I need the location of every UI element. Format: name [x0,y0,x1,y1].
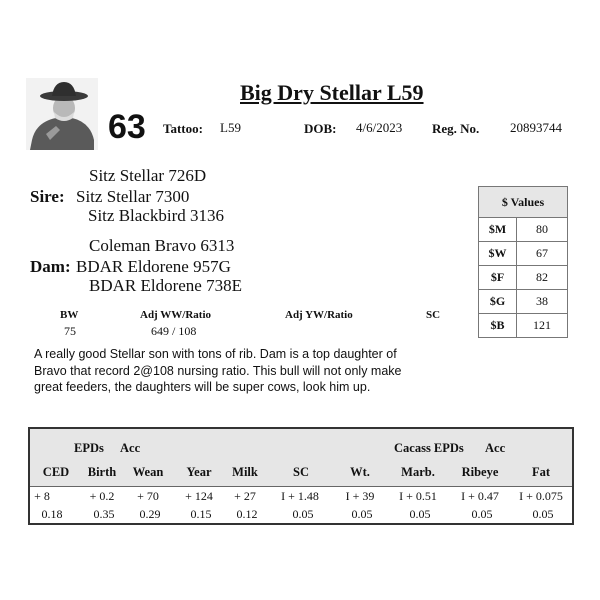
bull-description: A really good Stellar son with tons of rib. Dam is a top daughter of Bravo that record 2@108 nursing ratio. This bull will not only make great feeders, the daughters will be super cows, look him up. [34,347,402,394]
epd-value-wean: + 70 [137,489,159,503]
epd-value-fat: I + 0.075 [519,489,563,503]
epds-acc-label: Acc [120,441,141,455]
adj-ww-header: Adj WW/Ratio [140,309,211,321]
acc-value-sc: 0.05 [292,507,314,521]
dollar-value-row [479,218,568,242]
epd-col-wt: Wt. [350,465,370,479]
dam-label: Dam: [30,257,71,276]
epd-value-year: + 124 [185,489,213,503]
acc-value-fat: 0.05 [532,507,554,521]
dollar-values-title: $ Values [479,187,568,218]
epd-col-fat: Fat [531,465,551,479]
owner-photo [26,78,98,150]
dollar-value-amount: 82 [517,266,568,290]
acc-value-birth: 0.35 [93,507,115,521]
carcass-epds-group-label: Cacass EPDs [394,441,464,455]
epd-value-wt: I + 39 [345,489,375,503]
acc-value-year: 0.15 [190,507,212,521]
epd-value-ced: + 8 [34,489,50,503]
sire-sire: Sitz Stellar 726D [89,166,207,185]
sire-dam: Sitz Blackbird 3136 [88,206,224,225]
epd-value-birth: + 0.2 [89,489,115,503]
epd-col-marb: Marb. [401,465,435,479]
dollar-value-key: $B [479,314,517,338]
cowboy-portrait-image [26,78,98,150]
dollar-value-key: $F [479,266,517,290]
tattoo-label: Tattoo: [163,121,203,136]
epd-col-birth: Birth [87,465,117,479]
dob-label: DOB: [304,121,337,136]
reg-no-label: Reg. No. [432,121,480,136]
epd-value-sc: I + 1.48 [281,489,319,503]
dollar-value-key: $W [479,242,517,266]
epd-value-milk: + 27 [234,489,256,503]
dam-dam: BDAR Eldorene 738E [89,276,242,295]
dollar-value-row [479,266,568,290]
dollar-value-key: $G [479,290,517,314]
dollar-value-row [479,290,568,314]
dollar-value-amount: 80 [517,218,568,242]
adj-ww-value: 649 / 108 [151,324,197,338]
acc-value-milk: 0.12 [236,507,258,521]
dollar-value-amount: 121 [517,314,568,338]
sire-name: Sitz Stellar 7300 [76,187,190,206]
lot-number: 63 [108,108,146,146]
dam-name: BDAR Eldorene 957G [76,257,231,276]
epd-col-sc: SC [293,465,309,479]
dollar-value-amount: 38 [517,290,568,314]
sire-label: Sire: [30,187,65,206]
dollar-value-row [479,314,568,338]
adj-yw-header: Adj YW/Ratio [285,309,353,321]
epd-col-milk: Milk [232,465,258,479]
bw-header: BW [60,309,79,321]
dollar-value-key: $M [479,218,517,242]
epd-col-wean: Wean [132,465,164,479]
bw-value: 75 [64,324,76,338]
epds-group-label: EPDs [74,441,104,455]
acc-value-wean: 0.29 [139,507,161,521]
dollar-values-table [478,186,568,338]
epd-col-year: Year [186,465,212,479]
acc-value-wt: 0.05 [351,507,373,521]
acc-value-ribeye: 0.05 [471,507,493,521]
dob-value: 4/6/2023 [356,120,403,135]
epd-value-marb: I + 0.51 [399,489,437,503]
tattoo-value: L59 [220,120,241,135]
dam-sire: Coleman Bravo 6313 [89,236,235,255]
epd-col-ribeye: Ribeye [461,465,499,479]
acc-value-ced: 0.18 [41,507,63,521]
epd-col-ced: CED [42,465,70,479]
animal-name-title: Big Dry Stellar L59 [240,80,424,105]
reg-no-value: 20893744 [510,120,562,135]
dollar-value-amount: 67 [517,242,568,266]
epd-table [28,427,574,525]
carcass-acc-label: Acc [485,441,506,455]
dollar-values-header-row [479,187,568,218]
acc-value-marb: 0.05 [409,507,431,521]
sc-header: SC [426,309,441,321]
dollar-value-row [479,242,568,266]
epd-value-ribeye: I + 0.47 [461,489,499,503]
